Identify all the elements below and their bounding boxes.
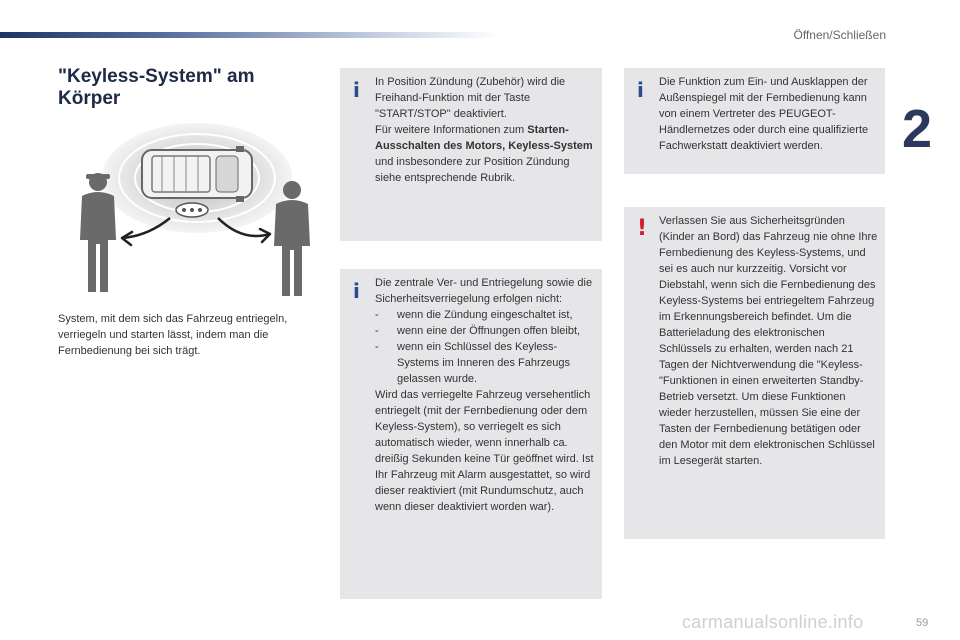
section-title: Öffnen/Schließen [793,28,886,42]
info-box-ignition-ref-pre: Für weitere Informationen zum [375,124,528,136]
header-gradient-bar [0,32,500,38]
page-title: "Keyless-System" am Körper [58,66,255,109]
warning-icon: ! [637,216,648,241]
info-icon: i [353,78,360,102]
info-box-ignition-ref-post: und insbesondere zur Position Zündung siehe entsprechende Rubrik. [375,156,570,184]
keyless-illustration [70,118,330,300]
watermark: carmanualsonline.info [682,612,864,632]
info-box-central-locking [340,269,602,599]
intro-text: System, mit dem sich das Fahrzeug entriegeln, verriegeln und starten lässt, indem man die Fernbedienung bei sich trägt. [58,313,288,357]
central-locking-outro: Wird das verriegelte Fahrzeug versehentlich entriegelt (mit der Fernbedienung oder dem Keyless-System), so verriegelt es sich automatisch wieder, wenn innerhalb ca. dreißig Sekunden keine Tür geöffnet wird. Ist Ihr Fahrzeug mit Alarm ausgestattet, so wird dieser reaktiviert (mit Rundumschutz, auch wenn dieser deaktiviert worden war). [375,389,594,513]
info-icon: i [353,279,360,303]
page-number: 59 [916,617,929,629]
car-top-view [142,146,252,202]
warning-box-text: Verlassen Sie aus Sicherheitsgründen (Kinder an Bord) das Fahrzeug nie ohne Ihre Fernbedienung des Keyless-Systems, und sei es auch nur kurzzeitig. Vorsicht vor Diebstahl, wenn sich die Fernbedienung des Keyless-Systems bei entriegeltem Fahrzeug im Erkennungsbereich befindet. Um die Batterieladung des elektronischen Schlüssels zu erhalten, werden nach 21 Tagen der Nichtverwendung die "Keyless-"Funktionen in einen erweiterten Standby-Betrieb versetzt. Um diese Funktionen wieder herzustellen, müssen Sie eine der Tasten der Fernbedienung betätigen oder den Motor mit dem elektronischen Schlüssel im Lesegerät starten. [659,215,878,467]
list-item: - wenn eine der Öffnungen offen bleibt, [375,325,581,337]
info-box-mirrors-text: Die Funktion zum Ein- und Ausklappen der Außenspiegel mit der Fernbedienung kann von einem Vertreter des PEUGEOT-Händlernetzes oder durch eine qualifizierte Fachwerkstatt deaktiviert werden. [659,76,869,152]
key-fob-icon [176,203,208,217]
info-icon: i [637,78,644,102]
info-box-ignition-text: In Position Zündung (Zubehör) wird die Freihand-Funktion mit der Taste "START/STOP" deaktiviert. [375,76,566,120]
list-item: - wenn ein Schlüssel des Keyless-Systems im Inneren des Fahrzeugs gelassen wurde. [375,341,571,385]
list-item: - wenn die Zündung eingeschaltet ist, [375,309,573,321]
warning-box-safety [624,207,885,539]
condition-list [375,307,596,387]
info-box-ignition [340,68,602,241]
central-locking-intro: Die zentrale Ver- und Entriegelung sowie die Sicherheitsverriegelung erfolgen nicht: [375,277,593,305]
chapter-number: 2 [902,99,933,159]
info-box-ignition-ref-bold: Starten-Ausschalten des Motors, Keyless-System [375,124,593,152]
info-box-mirrors [624,68,885,174]
